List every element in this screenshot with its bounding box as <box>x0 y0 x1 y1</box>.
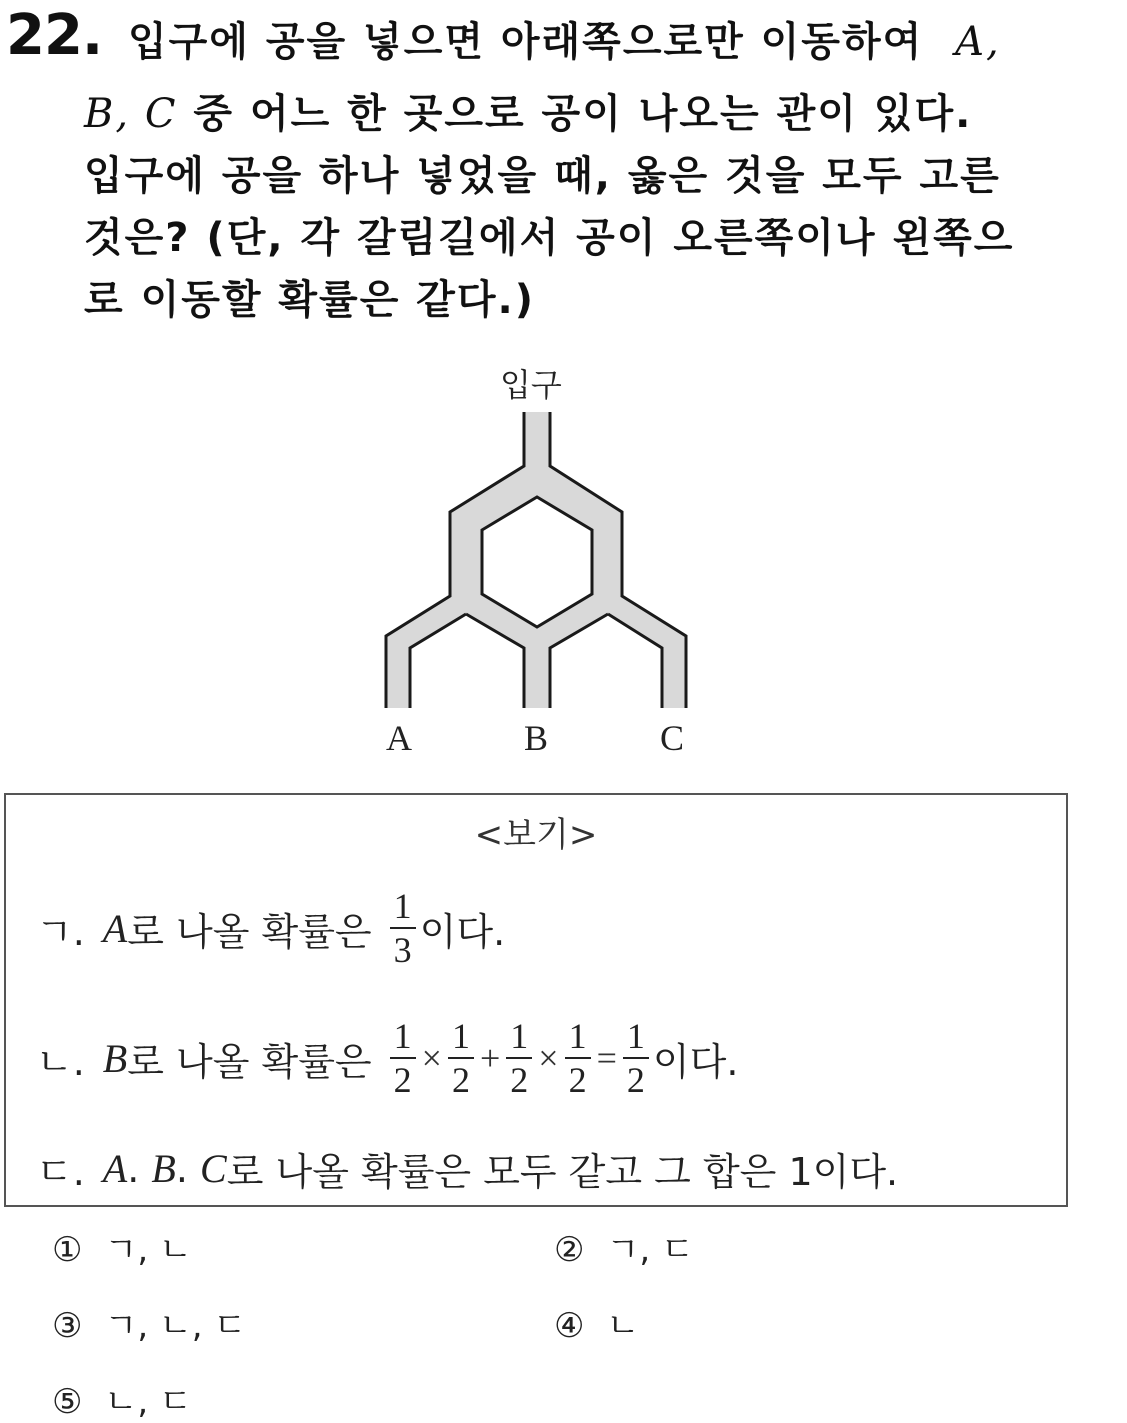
question-line-1: 입구에 공을 넣으면 아래쪽으로만 이동하여 A, <box>128 19 1001 65</box>
bogi-title: <보기> <box>474 815 598 855</box>
statement-3-marker: ㄷ. <box>36 1150 85 1194</box>
exit-label-c: C <box>660 718 685 758</box>
statement-3: ㄷ. A . B . C 로 나올 확률은 모두 같고 그 합은 1이다. <box>36 1141 898 1196</box>
statement-3-var-b: B <box>151 1146 176 1191</box>
statement-2 <box>36 1017 738 1099</box>
statement-2-tail: 이다. <box>652 1039 739 1084</box>
statement-3-var-a: A <box>102 1146 128 1191</box>
question-line-5: 로 이동할 확률은 같다.) <box>84 277 536 323</box>
choice-2[interactable]: ② ㄱ, ㄷ <box>554 1230 694 1270</box>
fraction: $\frac{1}{2}$ <box>506 1017 532 1099</box>
choice-4[interactable]: ④ ㄴ <box>554 1306 640 1346</box>
choice-1[interactable]: ① ㄱ, ㄴ <box>52 1230 192 1270</box>
statement-3-var-c: C <box>200 1146 227 1191</box>
choice-5[interactable]: ⑤ ㄴ, ㄷ <box>52 1382 192 1422</box>
pipe-diagram <box>330 352 750 772</box>
statement-1-var: A <box>102 905 128 951</box>
question-number: 22. <box>6 3 103 68</box>
fraction: $\frac{1}{2}$ <box>390 1017 416 1099</box>
statement-2-text: 로 나올 확률은 <box>127 1039 372 1084</box>
choice-3[interactable]: ③ ㄱ, ㄴ, ㄷ <box>52 1306 247 1346</box>
operator: = <box>596 1038 617 1078</box>
statement-2-var: B <box>102 1035 128 1081</box>
exit-label-b: B <box>524 718 549 758</box>
question-line-2: B, C 중 어느 한 곳으로 공이 나오는 관이 있다. <box>84 91 973 137</box>
question-line-4: 것은? (단, 각 갈림길에서 공이 오른쪽이나 왼쪽으 <box>84 215 1015 261</box>
fraction: $\frac{1}{3}$ <box>390 887 416 969</box>
entry-label: 입구 <box>500 366 562 404</box>
exit-label-a: A <box>386 718 412 758</box>
statement-1 <box>36 887 505 969</box>
operator: + <box>479 1038 501 1078</box>
statement-3-text: 로 나올 확률은 모두 같고 그 합은 1이다. <box>226 1150 899 1194</box>
bogi-box <box>4 793 1068 1207</box>
question-line-3: 입구에 공을 하나 넣었을 때, 옳은 것을 모두 고른 <box>84 153 1001 199</box>
operator: × <box>538 1038 559 1078</box>
fraction: $\frac{1}{2}$ <box>623 1017 649 1099</box>
statement-2-marker: ㄴ. <box>36 1039 85 1084</box>
fraction: $\frac{1}{2}$ <box>448 1017 474 1099</box>
statement-1-marker: ㄱ. <box>36 909 85 954</box>
operator: × <box>421 1038 442 1078</box>
statement-1-tail: 이다. <box>419 909 506 954</box>
fraction: $\frac{1}{2}$ <box>565 1017 591 1099</box>
statement-1-text: 로 나올 확률은 <box>127 909 372 954</box>
